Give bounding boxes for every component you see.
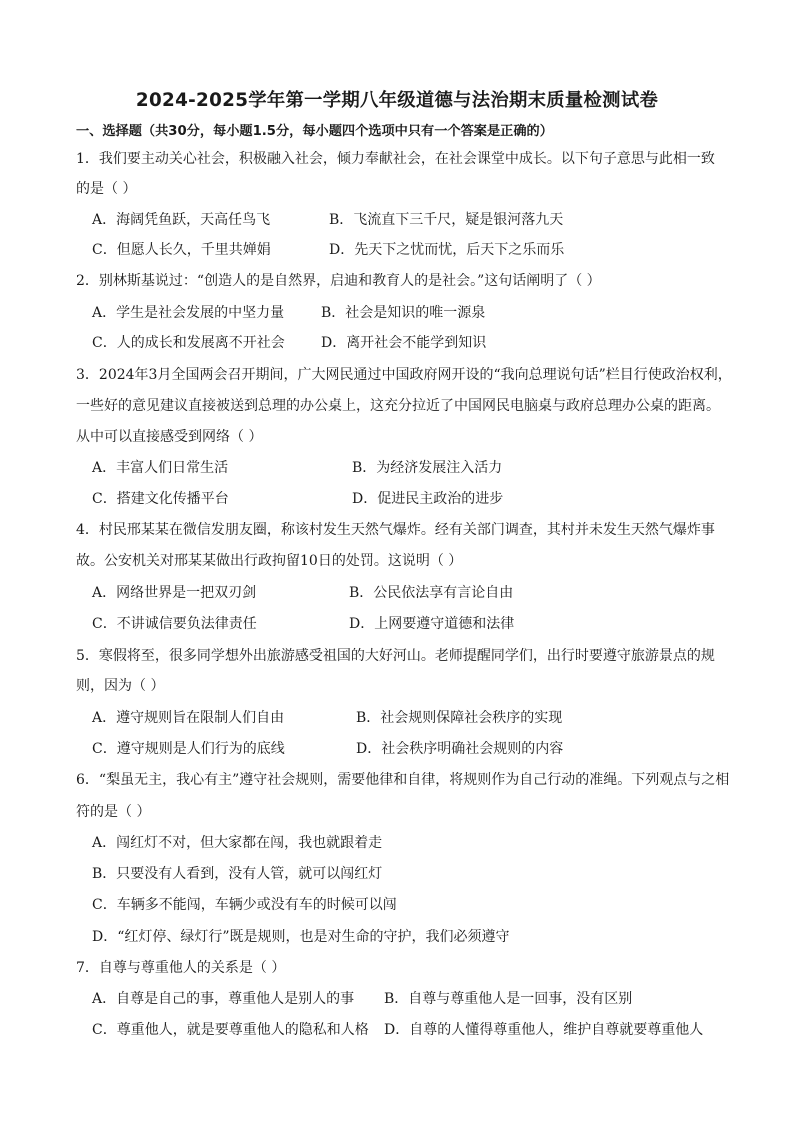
page-title: 2024-2025学年第一学期八年级道德与法治期末质量检测试卷 xyxy=(135,90,659,111)
question-3-text-cont2: 从中可以直接感受到网络（ ） xyxy=(76,429,263,445)
question-2-option-d: D．离开社会不能学到知识 xyxy=(321,335,487,351)
question-2-option-b: B．社会是知识的唯一源泉 xyxy=(321,305,486,321)
question-7-option-c: C．尊重他人，就是要尊重他人的隐私和人格 xyxy=(92,1022,369,1038)
question-5-text-cont: 则，因为（ ） xyxy=(76,678,165,694)
question-4-option-b: B．公民依法享有言论自由 xyxy=(349,585,514,601)
question-3-option-b: B．为经济发展注入活力 xyxy=(352,460,503,476)
question-4-text: 4．村民邢某某在微信发朋友圈，称该村发生天然气爆炸。经有关部门调查，其村并未发生天然气爆炸事 xyxy=(76,522,715,538)
question-7-option-d: D．自尊的人懂得尊重他人，维护自尊就要尊重他人 xyxy=(384,1022,704,1038)
question-1-text: 1．我们要主动关心社会，积极融入社会，倾力奉献社会，在社会课堂中成长。以下句子意思与此相一致 xyxy=(76,151,715,167)
question-3-option-c: C．搭建文化传播平台 xyxy=(92,491,229,507)
question-4-option-a: A．网络世界是一把双刃剑 xyxy=(92,585,257,601)
question-7-option-a: A．自尊是自己的事，尊重他人是别人的事 xyxy=(92,991,355,1007)
section-heading: 一、选择题（共30分，每小题1.5分，每小题四个选项中只有一个答案是正确的） xyxy=(76,124,553,139)
question-7-text: 7．自尊与尊重他人的关系是（ ） xyxy=(76,960,286,976)
question-2-option-c: C．人的成长和发展离不开社会 xyxy=(92,335,285,351)
question-1-option-a: A．海阔凭鱼跃，天高任鸟飞 xyxy=(92,212,271,228)
question-5-option-c: C．遵守规则是人们行为的底线 xyxy=(92,741,285,757)
question-1-option-c: C．但愿人长久，千里共婵娟 xyxy=(92,242,271,258)
question-4-option-c: C．不讲诚信要负法律责任 xyxy=(92,616,257,632)
question-3-text-cont: 一些好的意见建议直接被送到总理的办公桌上，这充分拉近了中国网民电脑桌与政府总理办公桌的距离。 xyxy=(76,398,720,414)
question-3-option-a: A．丰富人们日常生活 xyxy=(92,460,229,476)
question-6-option-c: C．车辆多不能闯，车辆少或没有车的时候可以闯 xyxy=(92,897,397,913)
question-5-text: 5．寒假将至，很多同学想外出旅游感受祖国的大好河山。老师提醒同学们，出行时要遵守旅游景点的规 xyxy=(76,648,715,664)
question-2-option-a: A．学生是社会发展的中坚力量 xyxy=(92,305,285,321)
question-6-option-d: D．“红灯停、绿灯行”既是规则，也是对生命的守护，我们必须遵守 xyxy=(92,929,510,945)
question-5-option-b: B．社会规则保障社会秩序的实现 xyxy=(356,710,563,726)
question-4-text-cont: 故。公安机关对邢某某做出行政拘留10日的处罚。这说明（ ） xyxy=(76,553,463,569)
question-7-option-b: B．自尊与尊重他人是一回事，没有区别 xyxy=(384,991,633,1007)
question-1-option-b: B．飞流直下三千尺，疑是银河落九天 xyxy=(329,212,564,228)
question-6-text-cont: 符的是（ ） xyxy=(76,804,151,820)
question-6-option-a: A．闯红灯不对，但大家都在闯，我也就跟着走 xyxy=(92,835,383,851)
question-3-option-d: D．促进民主政治的进步 xyxy=(352,491,504,507)
question-2-text: 2．别林斯基说过：“创造人的是自然界，启迪和教育人的是社会。”这句话阐明了（ ） xyxy=(76,273,601,289)
question-5-option-d: D．社会秩序明确社会规则的内容 xyxy=(356,741,564,757)
question-1-text-cont: 的是（ ） xyxy=(76,181,137,197)
question-5-option-a: A．遵守规则旨在限制人们自由 xyxy=(92,710,285,726)
question-6-option-b: B．只要没有人看到，没有人管，就可以闯红灯 xyxy=(92,866,383,882)
question-4-option-d: D．上网要遵守道德和法律 xyxy=(349,616,515,632)
question-3-text: 3．2024年3月全国两会召开期间，广大网民通过中国政府网开设的“我向总理说句话”栏目行使政治权利， xyxy=(76,367,732,383)
question-6-text: 6．“梨虽无主，我心有主”遵守社会规则，需要他律和自律，将规则作为自己行动的准绳。下列观点与之相 xyxy=(76,772,730,788)
question-1-option-d: D．先天下之忧而忧，后天下之乐而乐 xyxy=(329,242,565,258)
